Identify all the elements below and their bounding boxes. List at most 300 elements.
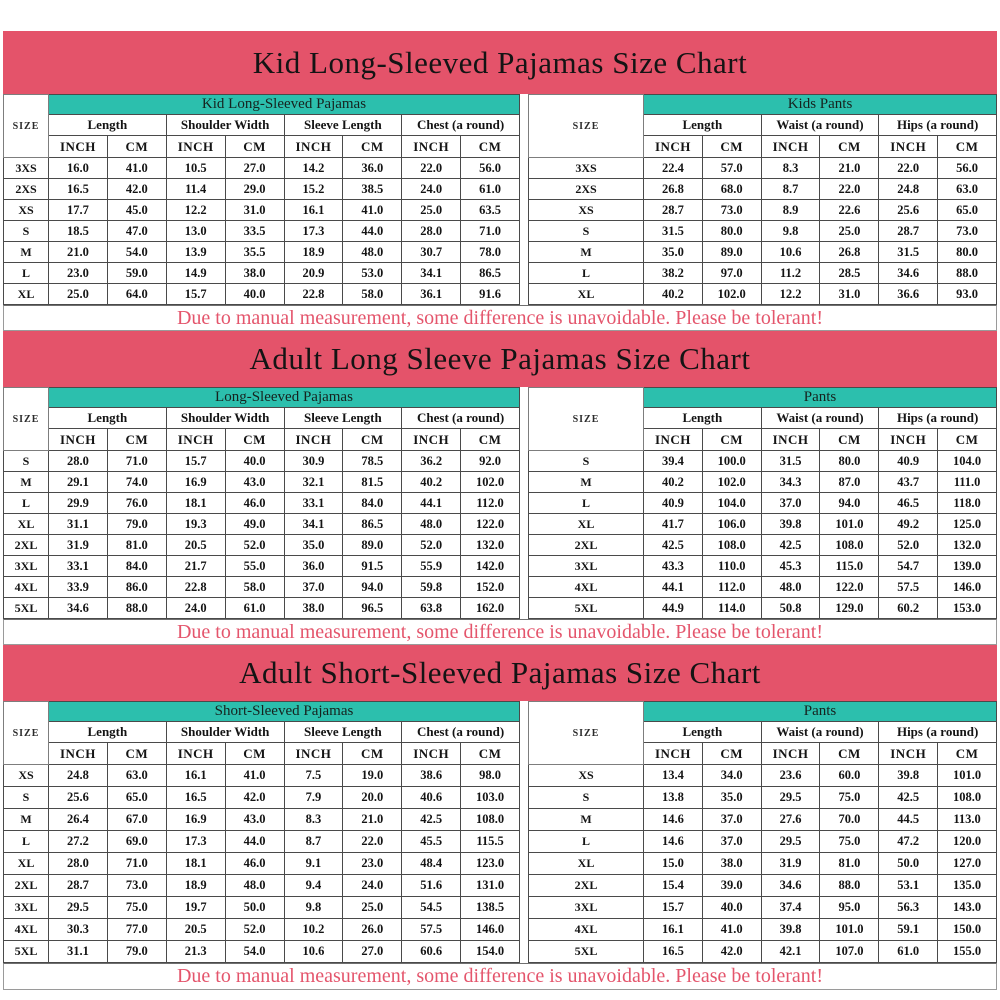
value-cell: 27.6 — [761, 809, 820, 831]
unit-header-cm: CM — [820, 429, 879, 451]
value-cell: 39.4 — [644, 451, 703, 472]
value-cell: 25.6 — [879, 200, 938, 221]
table-group-header: Kid Long-Sleeved Pajamas — [49, 95, 520, 115]
value-cell: 77.0 — [107, 919, 166, 941]
measure-column-header: Waist (a round) — [761, 408, 879, 429]
value-cell: 80.0 — [938, 242, 997, 263]
value-cell: 36.0 — [343, 158, 402, 179]
value-cell: 34.6 — [49, 598, 108, 619]
unit-header-inch: INCH — [49, 429, 108, 451]
value-cell: 143.0 — [938, 897, 997, 919]
table-row — [4, 577, 520, 598]
value-cell: 34.1 — [284, 514, 343, 535]
value-cell: 91.5 — [343, 556, 402, 577]
value-cell: 40.0 — [225, 284, 284, 305]
value-cell: 42.0 — [702, 941, 761, 963]
value-cell: 52.0 — [879, 535, 938, 556]
value-cell: 15.2 — [284, 179, 343, 200]
size-cell: XL — [529, 514, 644, 535]
table-row — [529, 875, 997, 897]
value-cell: 8.7 — [284, 831, 343, 853]
value-cell: 16.5 — [166, 787, 225, 809]
value-cell: 43.0 — [225, 472, 284, 493]
value-cell: 16.5 — [49, 179, 108, 200]
unit-header-cm: CM — [107, 743, 166, 765]
value-cell: 28.7 — [644, 200, 703, 221]
value-cell: 8.7 — [761, 179, 820, 200]
value-cell: 57.5 — [402, 919, 461, 941]
table-row — [529, 556, 997, 577]
value-cell: 38.6 — [402, 765, 461, 787]
pants-size-table — [528, 94, 997, 305]
value-cell: 43.3 — [644, 556, 703, 577]
size-cell: 5XL — [529, 941, 644, 963]
value-cell: 38.0 — [284, 598, 343, 619]
size-cell: S — [4, 221, 49, 242]
value-cell: 14.6 — [644, 831, 703, 853]
value-cell: 40.2 — [644, 284, 703, 305]
value-cell: 78.5 — [343, 451, 402, 472]
unit-header-cm: CM — [702, 743, 761, 765]
measure-column-header: Sleeve Length — [284, 115, 402, 136]
value-cell: 111.0 — [938, 472, 997, 493]
value-cell: 9.4 — [284, 875, 343, 897]
table-row — [4, 787, 520, 809]
value-cell: 131.0 — [461, 875, 520, 897]
value-cell: 61.0 — [225, 598, 284, 619]
value-cell: 42.5 — [761, 535, 820, 556]
value-cell: 35.0 — [702, 787, 761, 809]
table-row — [4, 158, 520, 179]
section-title-band — [3, 331, 997, 387]
unit-header-cm: CM — [461, 429, 520, 451]
value-cell: 127.0 — [938, 853, 997, 875]
value-cell: 58.0 — [343, 284, 402, 305]
unit-header-cm: CM — [343, 429, 402, 451]
value-cell: 33.5 — [225, 221, 284, 242]
value-cell: 9.1 — [284, 853, 343, 875]
table-row — [529, 514, 997, 535]
value-cell: 86.0 — [107, 577, 166, 598]
value-cell: 37.0 — [702, 831, 761, 853]
value-cell: 37.0 — [761, 493, 820, 514]
value-cell: 15.4 — [644, 875, 703, 897]
value-cell: 41.0 — [702, 919, 761, 941]
value-cell: 23.0 — [49, 263, 108, 284]
unit-header-cm: CM — [938, 429, 997, 451]
value-cell: 38.0 — [702, 853, 761, 875]
unit-header-inch: INCH — [644, 743, 703, 765]
disclaimer-text: Due to manual measurement, some difference is unavoidable. Please be tolerant! — [3, 305, 997, 331]
value-cell: 110.0 — [702, 556, 761, 577]
table-row — [529, 787, 997, 809]
value-cell: 41.0 — [225, 765, 284, 787]
table-row — [4, 598, 520, 619]
value-cell: 8.9 — [761, 200, 820, 221]
value-cell: 13.9 — [166, 242, 225, 263]
value-cell: 24.0 — [343, 875, 402, 897]
value-cell: 150.0 — [938, 919, 997, 941]
value-cell: 34.6 — [761, 875, 820, 897]
value-cell: 75.0 — [820, 787, 879, 809]
value-cell: 115.5 — [461, 831, 520, 853]
value-cell: 81.5 — [343, 472, 402, 493]
value-cell: 17.3 — [166, 831, 225, 853]
value-cell: 53.0 — [343, 263, 402, 284]
size-cell: XS — [4, 765, 49, 787]
value-cell: 71.0 — [461, 221, 520, 242]
size-cell: S — [4, 451, 49, 472]
value-cell: 35.0 — [644, 242, 703, 263]
value-cell: 65.0 — [938, 200, 997, 221]
value-cell: 14.6 — [644, 809, 703, 831]
value-cell: 37.0 — [284, 577, 343, 598]
unit-header-inch: INCH — [761, 429, 820, 451]
value-cell: 33.1 — [284, 493, 343, 514]
value-cell: 54.7 — [879, 556, 938, 577]
table-row — [4, 263, 520, 284]
value-cell: 40.6 — [402, 787, 461, 809]
unit-header-inch: INCH — [166, 743, 225, 765]
size-cell: L — [529, 493, 644, 514]
size-cell: 2XL — [529, 875, 644, 897]
value-cell: 21.7 — [166, 556, 225, 577]
value-cell: 10.6 — [284, 941, 343, 963]
table-row — [4, 179, 520, 200]
value-cell: 45.0 — [107, 200, 166, 221]
table-group-header: Pants — [644, 388, 997, 408]
unit-header-inch: INCH — [879, 743, 938, 765]
measure-column-header: Chest (a round) — [402, 722, 520, 743]
value-cell: 24.0 — [166, 598, 225, 619]
value-cell: 84.0 — [107, 556, 166, 577]
unit-header-inch: INCH — [49, 743, 108, 765]
measure-column-header: Length — [49, 115, 167, 136]
value-cell: 120.0 — [938, 831, 997, 853]
value-cell: 38.5 — [343, 179, 402, 200]
measure-column-header: Shoulder Width — [166, 408, 284, 429]
value-cell: 24.8 — [49, 765, 108, 787]
value-cell: 26.8 — [820, 242, 879, 263]
measure-column-header: Length — [644, 408, 762, 429]
value-cell: 21.3 — [166, 941, 225, 963]
table-row — [529, 263, 997, 284]
measure-column-header: Waist (a round) — [761, 722, 879, 743]
unit-header-inch: INCH — [879, 136, 938, 158]
value-cell: 102.0 — [702, 284, 761, 305]
value-cell: 17.3 — [284, 221, 343, 242]
value-cell: 31.0 — [820, 284, 879, 305]
pants-size-table — [528, 701, 997, 963]
value-cell: 71.0 — [107, 451, 166, 472]
value-cell: 39.0 — [702, 875, 761, 897]
table-row — [529, 242, 997, 263]
table-row — [529, 853, 997, 875]
unit-header-cm: CM — [461, 743, 520, 765]
value-cell: 40.9 — [644, 493, 703, 514]
value-cell: 59.0 — [107, 263, 166, 284]
value-cell: 11.2 — [761, 263, 820, 284]
table-group-header: Pants — [644, 702, 997, 722]
value-cell: 60.2 — [879, 598, 938, 619]
pants-size-table — [528, 387, 997, 619]
value-cell: 22.8 — [166, 577, 225, 598]
value-cell: 104.0 — [938, 451, 997, 472]
value-cell: 94.0 — [343, 577, 402, 598]
value-cell: 114.0 — [702, 598, 761, 619]
value-cell: 57.0 — [702, 158, 761, 179]
size-cell: 4XL — [4, 577, 49, 598]
value-cell: 71.0 — [107, 853, 166, 875]
value-cell: 37.4 — [761, 897, 820, 919]
value-cell: 43.0 — [225, 809, 284, 831]
size-cell: S — [4, 787, 49, 809]
value-cell: 75.0 — [820, 831, 879, 853]
table-row — [4, 809, 520, 831]
value-cell: 24.8 — [879, 179, 938, 200]
value-cell: 93.0 — [938, 284, 997, 305]
size-cell: L — [529, 263, 644, 284]
table-row — [529, 598, 997, 619]
value-cell: 10.2 — [284, 919, 343, 941]
table-row — [529, 577, 997, 598]
value-cell: 129.0 — [820, 598, 879, 619]
value-cell: 29.5 — [49, 897, 108, 919]
value-cell: 80.0 — [702, 221, 761, 242]
value-cell: 54.0 — [225, 941, 284, 963]
value-cell: 15.7 — [166, 284, 225, 305]
value-cell: 15.7 — [166, 451, 225, 472]
value-cell: 31.5 — [879, 242, 938, 263]
value-cell: 14.9 — [166, 263, 225, 284]
value-cell: 40.2 — [402, 472, 461, 493]
value-cell: 20.5 — [166, 535, 225, 556]
value-cell: 112.0 — [461, 493, 520, 514]
value-cell: 11.4 — [166, 179, 225, 200]
size-column-header: SIZE — [4, 702, 49, 765]
table-row — [529, 284, 997, 305]
table-row — [529, 941, 997, 963]
value-cell: 31.5 — [644, 221, 703, 242]
measure-column-header: Chest (a round) — [402, 408, 520, 429]
value-cell: 19.3 — [166, 514, 225, 535]
value-cell: 88.0 — [938, 263, 997, 284]
table-row — [4, 831, 520, 853]
size-cell: 2XS — [4, 179, 49, 200]
value-cell: 54.5 — [402, 897, 461, 919]
value-cell: 146.0 — [938, 577, 997, 598]
value-cell: 138.5 — [461, 897, 520, 919]
size-cell: M — [4, 809, 49, 831]
value-cell: 19.0 — [343, 765, 402, 787]
value-cell: 31.5 — [761, 451, 820, 472]
value-cell: 36.2 — [402, 451, 461, 472]
value-cell: 22.6 — [820, 200, 879, 221]
value-cell: 26.0 — [343, 919, 402, 941]
value-cell: 16.1 — [166, 765, 225, 787]
value-cell: 31.9 — [761, 853, 820, 875]
value-cell: 29.5 — [761, 831, 820, 853]
value-cell: 18.9 — [284, 242, 343, 263]
value-cell: 84.0 — [343, 493, 402, 514]
measure-column-header: Sleeve Length — [284, 408, 402, 429]
value-cell: 31.9 — [49, 535, 108, 556]
size-cell: M — [4, 472, 49, 493]
value-cell: 94.0 — [820, 493, 879, 514]
value-cell: 65.0 — [107, 787, 166, 809]
size-cell: XL — [4, 514, 49, 535]
value-cell: 142.0 — [461, 556, 520, 577]
value-cell: 40.0 — [702, 897, 761, 919]
value-cell: 73.0 — [702, 200, 761, 221]
value-cell: 22.0 — [402, 158, 461, 179]
size-cell: 2XL — [4, 535, 49, 556]
size-cell: XS — [529, 765, 644, 787]
section-title: Adult Long Sleeve Pajamas Size Chart — [249, 341, 751, 376]
section-title: Adult Short-Sleeved Pajamas Size Chart — [239, 655, 761, 690]
value-cell: 68.0 — [702, 179, 761, 200]
value-cell: 20.5 — [166, 919, 225, 941]
size-cell: S — [529, 221, 644, 242]
value-cell: 18.1 — [166, 853, 225, 875]
value-cell: 21.0 — [49, 242, 108, 263]
value-cell: 25.0 — [402, 200, 461, 221]
value-cell: 106.0 — [702, 514, 761, 535]
value-cell: 59.8 — [402, 577, 461, 598]
table-row — [4, 556, 520, 577]
adult-short-sleeved-section — [3, 645, 997, 990]
value-cell: 69.0 — [107, 831, 166, 853]
table-row — [4, 200, 520, 221]
size-cell: 2XL — [4, 875, 49, 897]
value-cell: 44.9 — [644, 598, 703, 619]
value-cell: 76.0 — [107, 493, 166, 514]
table-group-header: Short-Sleeved Pajamas — [49, 702, 520, 722]
table-row — [529, 221, 997, 242]
value-cell: 25.0 — [49, 284, 108, 305]
value-cell: 44.0 — [343, 221, 402, 242]
value-cell: 34.6 — [879, 263, 938, 284]
value-cell: 28.0 — [49, 451, 108, 472]
value-cell: 28.5 — [820, 263, 879, 284]
value-cell: 40.9 — [879, 451, 938, 472]
value-cell: 162.0 — [461, 598, 520, 619]
adult-long-sleeve-section — [3, 331, 997, 645]
value-cell: 16.9 — [166, 809, 225, 831]
size-cell: L — [4, 831, 49, 853]
value-cell: 155.0 — [938, 941, 997, 963]
unit-header-cm: CM — [225, 429, 284, 451]
value-cell: 22.0 — [343, 831, 402, 853]
value-cell: 55.9 — [402, 556, 461, 577]
value-cell: 48.0 — [761, 577, 820, 598]
table-row — [4, 284, 520, 305]
value-cell: 35.0 — [284, 535, 343, 556]
value-cell: 22.0 — [820, 179, 879, 200]
value-cell: 95.0 — [820, 897, 879, 919]
value-cell: 9.8 — [284, 897, 343, 919]
value-cell: 39.8 — [879, 765, 938, 787]
value-cell: 107.0 — [820, 941, 879, 963]
value-cell: 153.0 — [938, 598, 997, 619]
value-cell: 31.1 — [49, 514, 108, 535]
value-cell: 34.0 — [702, 765, 761, 787]
table-group-header: Long-Sleeved Pajamas — [49, 388, 520, 408]
value-cell: 103.0 — [461, 787, 520, 809]
value-cell: 74.0 — [107, 472, 166, 493]
disclaimer-text: Due to manual measurement, some difference is unavoidable. Please be tolerant! — [3, 619, 997, 645]
table-row — [529, 451, 997, 472]
value-cell: 34.3 — [761, 472, 820, 493]
unit-header-cm: CM — [820, 136, 879, 158]
section-tables — [3, 701, 997, 963]
table-row — [529, 809, 997, 831]
value-cell: 19.7 — [166, 897, 225, 919]
value-cell: 115.0 — [820, 556, 879, 577]
pajamas-size-table — [3, 94, 520, 305]
value-cell: 22.0 — [879, 158, 938, 179]
value-cell: 70.0 — [820, 809, 879, 831]
table-row — [529, 158, 997, 179]
unit-header-inch: INCH — [284, 743, 343, 765]
value-cell: 29.1 — [49, 472, 108, 493]
value-cell: 16.0 — [49, 158, 108, 179]
value-cell: 41.0 — [107, 158, 166, 179]
value-cell: 50.8 — [761, 598, 820, 619]
table-row — [4, 765, 520, 787]
value-cell: 26.8 — [644, 179, 703, 200]
size-cell: 3XS — [4, 158, 49, 179]
value-cell: 51.6 — [402, 875, 461, 897]
table-row — [4, 875, 520, 897]
section-title-band — [3, 31, 997, 94]
value-cell: 75.0 — [107, 897, 166, 919]
pajamas-size-table — [3, 387, 520, 619]
value-cell: 42.5 — [879, 787, 938, 809]
table-row — [4, 514, 520, 535]
value-cell: 132.0 — [461, 535, 520, 556]
value-cell: 21.0 — [820, 158, 879, 179]
value-cell: 10.6 — [761, 242, 820, 263]
value-cell: 132.0 — [938, 535, 997, 556]
unit-header-inch: INCH — [761, 743, 820, 765]
value-cell: 43.7 — [879, 472, 938, 493]
size-cell: S — [529, 787, 644, 809]
size-cell: XL — [4, 853, 49, 875]
value-cell: 47.2 — [879, 831, 938, 853]
value-cell: 42.5 — [402, 809, 461, 831]
value-cell: 18.5 — [49, 221, 108, 242]
unit-header-cm: CM — [702, 429, 761, 451]
value-cell: 81.0 — [107, 535, 166, 556]
unit-header-cm: CM — [938, 136, 997, 158]
value-cell: 102.0 — [702, 472, 761, 493]
unit-header-cm: CM — [461, 136, 520, 158]
value-cell: 125.0 — [938, 514, 997, 535]
size-cell: 2XS — [529, 179, 644, 200]
value-cell: 25.0 — [343, 897, 402, 919]
value-cell: 23.0 — [343, 853, 402, 875]
value-cell: 60.0 — [820, 765, 879, 787]
value-cell: 59.1 — [879, 919, 938, 941]
value-cell: 42.5 — [644, 535, 703, 556]
measure-column-header: Length — [644, 115, 762, 136]
section-title-band — [3, 645, 997, 701]
value-cell: 56.0 — [461, 158, 520, 179]
size-cell: 3XS — [529, 158, 644, 179]
value-cell: 63.8 — [402, 598, 461, 619]
value-cell: 20.0 — [343, 787, 402, 809]
